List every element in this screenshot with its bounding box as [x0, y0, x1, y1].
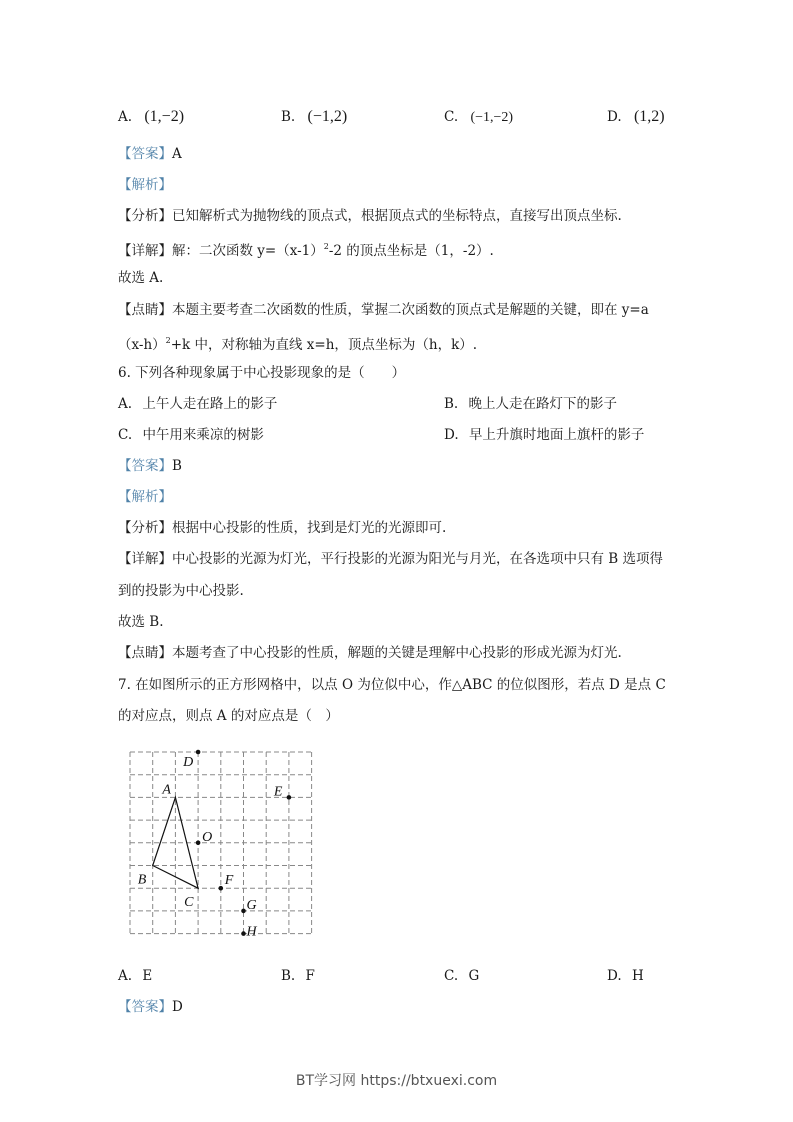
dianjing-text: 本题主要考查二次函数的性质，掌握二次函数的顶点式是解题的关键，即在 y=a: [172, 302, 649, 318]
option-text: 中午用来乘凉的树影: [142, 427, 264, 443]
point-label-a: A: [162, 782, 171, 798]
dashed-grid: [130, 752, 312, 934]
xiangjie-text-cont: -2 的顶点坐标是（1，-2）.: [328, 243, 494, 259]
q5-option-b: [281, 108, 347, 126]
point-label-c: C: [184, 895, 194, 911]
option-letter: C.: [118, 427, 133, 443]
option-value: (−1,−2): [470, 110, 514, 125]
point-label-g: G: [246, 897, 257, 913]
fenxi-text: 根据中心投影的性质，找到是灯光的光源即可.: [172, 520, 447, 536]
q7-answer: [118, 998, 183, 1016]
q6-fenxi: [118, 519, 446, 537]
point-g-dot: [241, 909, 246, 914]
point-d-dot: [196, 750, 201, 755]
answer-label: 【答案】: [118, 146, 172, 162]
answer-value: D: [172, 999, 183, 1015]
option-text: F: [305, 968, 315, 984]
q5-option-a: [118, 108, 184, 126]
q5-option-d: [607, 108, 665, 126]
q6-option-c: [118, 426, 264, 444]
option-text: 晚上人走在路灯下的影子: [468, 396, 618, 412]
dianjing-label: 【点睛】: [118, 302, 172, 318]
exponent: 2: [323, 242, 329, 251]
dianjing-label: 【点睛】: [118, 645, 172, 661]
point-label-e: E: [273, 784, 283, 800]
fenxi-label: 【分析】: [118, 520, 172, 536]
xiangjie-text: 中心投影的光源为灯光，平行投影的光源为阳光与月光，在各选项中只有 B 选项得: [172, 551, 664, 567]
q6-option-b: [444, 395, 617, 413]
option-value: (1,2): [633, 108, 665, 125]
option-letter: D.: [607, 109, 622, 125]
option-value: (1,−2): [144, 108, 185, 125]
fenxi-label: 【分析】: [118, 208, 172, 224]
q6-option-d: [444, 426, 644, 444]
fenxi-text: 已知解析式为抛物线的顶点式，根据顶点式的坐标特点，直接写出顶点坐标.: [172, 208, 622, 224]
q6-answer: [118, 457, 182, 475]
point-label-o: O: [202, 829, 213, 845]
answer-value: B: [172, 458, 182, 474]
q5-option-c: [444, 108, 513, 127]
option-text: E: [142, 968, 153, 984]
point-label-d: D: [183, 755, 194, 770]
option-letter: A.: [118, 396, 133, 412]
option-text: G: [468, 968, 480, 984]
xiangjie-label: 【详解】: [118, 551, 172, 567]
option-text: 上午人走在路上的影子: [142, 396, 278, 412]
q6-choose: 故选 B.: [118, 614, 164, 630]
point-e-dot: [287, 795, 292, 800]
q6-option-a: [118, 395, 277, 413]
answer-label: 【答案】: [118, 458, 172, 474]
option-value: (−1,2): [307, 108, 348, 125]
option-letter: A.: [118, 968, 133, 984]
point-label-b: B: [137, 872, 147, 888]
option-letter: C.: [444, 109, 459, 125]
point-h-dot: [241, 931, 246, 936]
dianjing-text: （x-h）: [118, 337, 166, 353]
option-letter: D.: [607, 968, 622, 984]
q7-option-a: [118, 967, 152, 985]
point-label-f: F: [224, 873, 234, 889]
q7-option-d: [607, 967, 644, 985]
xiangjie-text: 解：二次函数 y=（x-1）: [172, 243, 324, 259]
q5-xiangjie: [118, 238, 494, 260]
q6-stem: 6. 下列各种现象属于中心投影现象的是（ ）: [118, 365, 406, 381]
q6-dianjing: [118, 644, 622, 662]
option-letter: A.: [118, 109, 133, 125]
point-f-dot: [219, 886, 224, 891]
q7-option-b: [281, 967, 315, 985]
q6-xiangjie-line2: 到的投影为中心投影.: [118, 583, 244, 599]
q5-fenxi: [118, 207, 622, 225]
q7-grid-figure: [120, 742, 330, 947]
dianjing-text-cont: +k 中，对称轴为直线 x=h，顶点坐标为（h，k）.: [170, 337, 478, 353]
option-letter: B.: [281, 968, 296, 984]
q6-analysis-label: 【解析】: [118, 489, 172, 505]
option-text: 早上升旗时地面上旗杆的影子: [468, 427, 645, 443]
q7-stem-line2: 的对应点，则点 A 的对应点是（ ）: [118, 708, 339, 724]
point-o-dot: [196, 841, 201, 846]
point-label-h: H: [246, 924, 257, 940]
answer-value: A: [172, 146, 182, 162]
option-letter: C.: [444, 968, 459, 984]
answer-label: 【答案】: [118, 999, 172, 1015]
xiangjie-label: 【详解】: [118, 243, 172, 259]
q5-choose: 故选 A.: [118, 270, 164, 286]
q5-analysis-label: 【解析】: [118, 177, 172, 193]
q7-stem-line1: 7. 在如图所示的正方形网格中，以点 O 为位似中心，作△ABC 的位似图形，若点 D 是点 C: [118, 677, 666, 693]
option-letter: B.: [444, 396, 459, 412]
option-text: H: [631, 968, 644, 984]
q5-dianjing: [118, 301, 649, 319]
q5-dianjing-line2: [118, 332, 477, 354]
q7-option-c: [444, 967, 479, 985]
q5-answer: [118, 145, 182, 163]
q6-xiangjie: [118, 550, 663, 568]
footer-watermark: BT学习网 https://btxuexi.com: [295, 1073, 498, 1089]
option-letter: D.: [444, 427, 459, 443]
option-letter: B.: [281, 109, 296, 125]
exponent: 2: [165, 336, 171, 345]
dianjing-text: 本题考查了中心投影的性质，解题的关键是理解中心投影的形成光源为灯光.: [172, 645, 622, 661]
